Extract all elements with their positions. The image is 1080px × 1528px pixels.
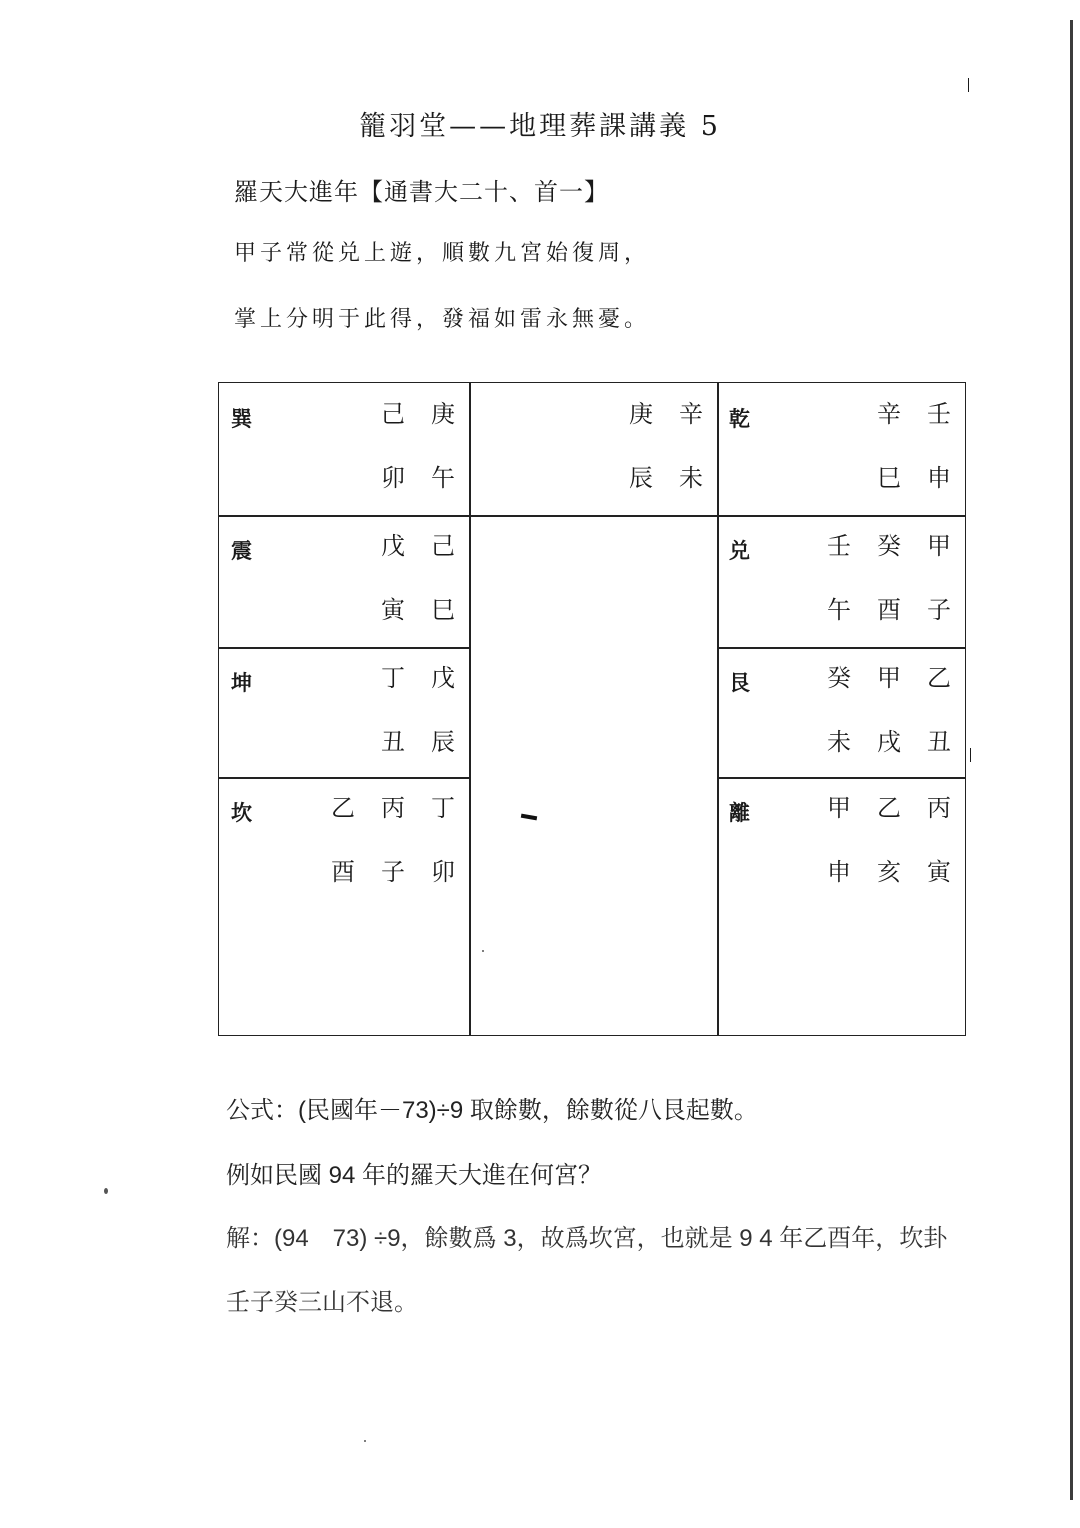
scan-edge-line bbox=[1070, 20, 1073, 1500]
palace-cell-gen bbox=[717, 647, 965, 777]
stem-char: 庚 bbox=[629, 400, 653, 428]
branch-char: 丑 bbox=[927, 728, 951, 756]
branch-char: 酉 bbox=[331, 858, 355, 886]
branch-char: 申 bbox=[827, 858, 851, 886]
stem-branch-column bbox=[379, 665, 407, 755]
stem-branch-columns bbox=[379, 401, 457, 491]
palace-cell-xun bbox=[219, 383, 469, 515]
example-question: 例如民國 94 年的羅天大進在何宮？ bbox=[226, 1162, 603, 1189]
stem-branch-column bbox=[677, 401, 705, 491]
branch-char: 卯 bbox=[431, 858, 455, 886]
stem-branch-column bbox=[429, 533, 457, 623]
stem-branch-column bbox=[627, 401, 655, 491]
branch-char: 酉 bbox=[877, 596, 901, 624]
trigram-label: 震 bbox=[231, 538, 252, 563]
scan-edge-line bbox=[970, 748, 971, 762]
branch-char: 午 bbox=[827, 596, 851, 624]
stem-branch-column bbox=[825, 665, 853, 755]
stem-char: 辛 bbox=[877, 400, 901, 428]
scan-speck bbox=[104, 1188, 108, 1194]
branch-char: 丑 bbox=[381, 728, 405, 756]
stem-char: 辛 bbox=[679, 400, 703, 428]
branch-char: 未 bbox=[827, 728, 851, 756]
stem-branch-column bbox=[925, 533, 953, 623]
stem-char: 丁 bbox=[381, 664, 405, 692]
formula-text: 公式：(民國年－73)÷9 取餘數，餘數從八艮起數。 bbox=[226, 1097, 758, 1124]
stem-branch-columns bbox=[825, 795, 953, 885]
stem-char: 壬 bbox=[827, 532, 851, 560]
palace-cell-dui bbox=[717, 515, 965, 647]
page-title: 籠羽堂——地理葬課講義 5 bbox=[359, 111, 721, 142]
section-subheading: 羅天大進年【通書大二十、首一】 bbox=[234, 179, 609, 206]
stem-branch-column bbox=[875, 401, 903, 491]
branch-char: 申 bbox=[927, 464, 951, 492]
stem-branch-column bbox=[925, 401, 953, 491]
branch-char: 寅 bbox=[927, 858, 951, 886]
stem-char: 己 bbox=[381, 400, 405, 428]
stem-char: 乙 bbox=[331, 794, 355, 822]
stem-branch-columns bbox=[379, 665, 457, 755]
stem-char: 乙 bbox=[877, 794, 901, 822]
stem-char: 甲 bbox=[927, 532, 951, 560]
stem-char: 甲 bbox=[877, 664, 901, 692]
stem-branch-columns bbox=[825, 665, 953, 755]
stem-char: 壬 bbox=[927, 400, 951, 428]
branch-char: 卯 bbox=[381, 464, 405, 492]
stem-branch-column bbox=[825, 795, 853, 885]
palace-grid bbox=[218, 382, 966, 1036]
trigram-label: 巽 bbox=[231, 406, 252, 431]
stem-char: 己 bbox=[431, 532, 455, 560]
branch-char: 寅 bbox=[381, 596, 405, 624]
stem-branch-column bbox=[379, 795, 407, 885]
stem-char: 丙 bbox=[927, 794, 951, 822]
trigram-label: 兑 bbox=[729, 538, 750, 563]
verse-line-2: 掌上分明于此得，發福如雷永無憂。 bbox=[234, 307, 651, 332]
scan-speck bbox=[364, 1440, 366, 1442]
stem-char: 庚 bbox=[431, 400, 455, 428]
scan-speck bbox=[482, 950, 484, 952]
stem-char: 戊 bbox=[431, 664, 455, 692]
branch-char: 辰 bbox=[629, 464, 653, 492]
solution-line-1: 解：(94 73) ÷9，餘數爲 3，故爲坎宮，也就是 9 4 年乙酉年，坎卦 bbox=[226, 1225, 948, 1252]
stem-branch-column bbox=[925, 795, 953, 885]
branch-char: 子 bbox=[927, 596, 951, 624]
trigram-label: 艮 bbox=[729, 670, 750, 695]
scan-edge-line bbox=[968, 78, 969, 92]
branch-char: 子 bbox=[381, 858, 405, 886]
stem-branch-column bbox=[379, 401, 407, 491]
palace-cell-kun bbox=[219, 647, 469, 777]
branch-char: 巳 bbox=[877, 464, 901, 492]
palace-cell-li bbox=[717, 777, 965, 1035]
stem-branch-column bbox=[875, 665, 903, 755]
stem-branch-columns bbox=[329, 795, 457, 885]
stem-branch-column bbox=[825, 533, 853, 623]
palace-cell-zhen bbox=[219, 515, 469, 647]
stem-branch-column bbox=[379, 533, 407, 623]
trigram-label: 坎 bbox=[231, 800, 252, 825]
branch-char: 亥 bbox=[877, 858, 901, 886]
stem-char: 癸 bbox=[827, 664, 851, 692]
branch-char: 戌 bbox=[877, 728, 901, 756]
trigram-label: 坤 bbox=[231, 670, 252, 695]
stem-branch-columns bbox=[379, 533, 457, 623]
stem-char: 甲 bbox=[827, 794, 851, 822]
stem-branch-columns bbox=[627, 401, 705, 491]
stem-branch-column bbox=[925, 665, 953, 755]
palace-cell-kan bbox=[219, 777, 469, 1035]
solution-line-2: 壬子癸三山不退。 bbox=[226, 1289, 418, 1316]
branch-char: 巳 bbox=[431, 596, 455, 624]
branch-char: 辰 bbox=[431, 728, 455, 756]
stem-char: 丙 bbox=[381, 794, 405, 822]
stem-branch-columns bbox=[825, 533, 953, 623]
stem-branch-column bbox=[429, 795, 457, 885]
verse-line-1: 甲子常從兑上遊，順數九宮始復周， bbox=[234, 241, 651, 266]
stem-branch-column bbox=[875, 533, 903, 623]
stem-branch-column bbox=[429, 665, 457, 755]
branch-char: 未 bbox=[679, 464, 703, 492]
palace-cell-qian bbox=[717, 383, 965, 515]
stem-branch-column bbox=[329, 795, 357, 885]
trigram-label: 離 bbox=[729, 800, 750, 825]
stem-char: 戊 bbox=[381, 532, 405, 560]
stem-char: 丁 bbox=[431, 794, 455, 822]
palace-cell-center-top bbox=[469, 383, 717, 515]
stem-char: 癸 bbox=[877, 532, 901, 560]
stem-branch-column bbox=[875, 795, 903, 885]
branch-char: 午 bbox=[431, 464, 455, 492]
scan-mark bbox=[521, 814, 537, 821]
trigram-label: 乾 bbox=[729, 406, 750, 431]
stem-char: 乙 bbox=[927, 664, 951, 692]
stem-branch-columns bbox=[875, 401, 953, 491]
stem-branch-column bbox=[429, 401, 457, 491]
